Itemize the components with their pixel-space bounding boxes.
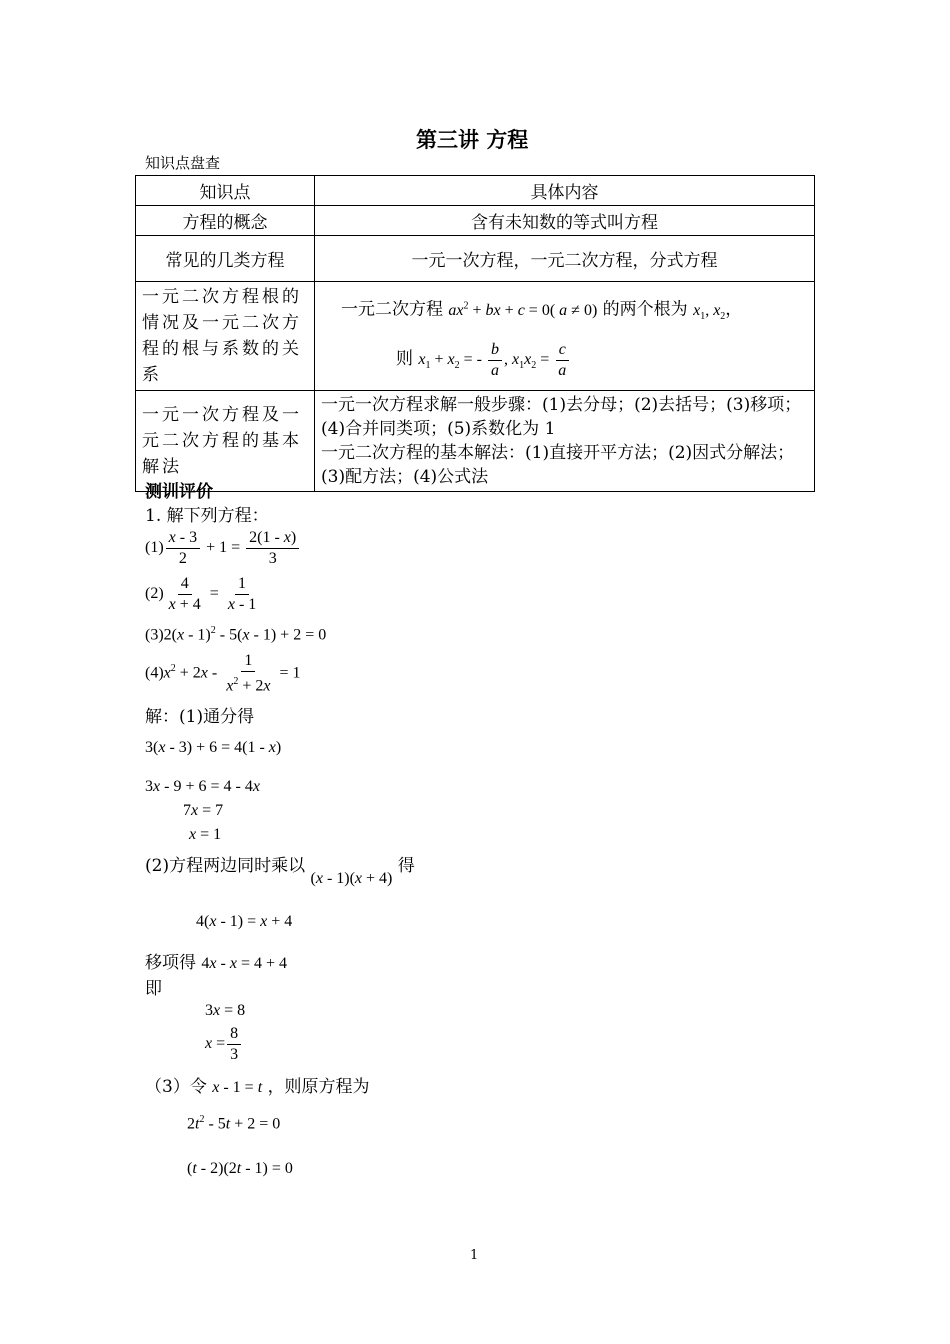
question-1: 1. 解下列方程： [145,506,269,526]
solution-step: (t - 2)(2t - 1) = 0 [187,1160,293,1177]
math-expression: (x - 1)(x + 4) [310,870,393,887]
table-row [136,236,815,282]
solution-step: 3(x - 3) + 6 = 4(1 - x) [145,739,282,756]
table-cell: 方程的概念 [136,206,315,236]
page-number: 1 [470,1248,479,1263]
table-cell: 常见的几类方程 [136,236,315,282]
solution-step: 3x - 9 + 6 = 4 - 4x [145,778,260,795]
solution-step: 4(x - 1) = x + 4 [196,913,293,930]
solution-step: 7x = 7 [183,802,224,819]
equation-1: (1) $\frac{x - 3}{2}$ + 1 = $\frac{2(1 - x)}{3}$ [145,528,301,569]
header-cell: 具体内容 [315,176,815,206]
text-paragraph: 一元二次方程的基本解法：(1)直接开平方法；(2)因式分解法；(3)配方法；(4)公式法 [321,443,795,487]
table-row [136,282,815,391]
solution-intro: 解：(1)通分得 [145,707,255,727]
math-expression: $x_1 + x_2$ = - $\frac{b}{a}$ , $x_1x_2$ = $\frac{c}{a}$ [418,351,571,368]
equation-3: (3)2(x - 1)$^2$ - 5(x - 1) + 2 = 0 [145,625,327,644]
solution-step: x = 1 [189,826,222,843]
knowledge-table [135,175,815,492]
table-cell: 含有未知数的等式叫方程 [315,206,815,236]
table-cell: 一元二次方程 $ax^2$ + bx + c = 0( a ≠ 0) 的两个根为 $x_1$, $x_2$， 则 $x_1 + x_2$ = - $\frac{b}{a}$ , $x_1x_2$ = $\frac{c}{a}$ [315,282,815,391]
equation-4: $(4)x^2 + 2x$ - $\frac{1}{x^2 + 2x}$ = 1 [145,652,301,695]
math-expression: $ax^2$ + bx + c = 0( a ≠ 0) [448,300,598,319]
move-step [145,948,287,973]
text-span: 的两个根为 [602,299,688,320]
header-cell: 知识点 [136,176,315,206]
text-paragraph: 一元一次方程求解一般步骤：(1)去分母；(2)去括号；(3)移项；(4)合并同类项；(5)系数化为 1 [321,395,802,439]
ji-label: 即 [145,979,162,999]
table-cell [315,391,815,492]
table-cell: 一元二次方程根的情况及一元二次方程的根与系数的关系 [136,282,315,391]
math-expression: $x_1$, $x_2$ [693,301,726,322]
table-cell: 一元一次方程，一元二次方程，分式方程 [315,236,815,282]
equation-2: (2) $\frac{4}{x + 4}$ = $\frac{1}{x - 1}$ [145,575,257,613]
text-span: 一元二次方程 [341,299,443,320]
table-row [136,206,815,236]
math-expression: x - 1 = t [212,1079,263,1096]
text-span: ，则原方程为 [267,1077,370,1097]
solution-step: 3x = 8 [205,1002,246,1019]
text-span: (2)方程两边同时乘以 [145,856,306,876]
table-header-row [136,176,815,206]
subtitle: 知识点盘查 [145,154,221,172]
table-row [136,391,815,492]
text-span: （3）令 [145,1077,207,1097]
text-span: 移项得 [145,953,196,973]
text-span: 则 [396,348,413,369]
solution-step: $2t^2 - 5t + 2 = 0$ [187,1114,281,1133]
solution-step: x = $\frac{8}{3}$ [205,1024,243,1065]
step2-intro [145,851,415,887]
step3-intro [145,1072,370,1097]
table-cell: 一元一次方程及一元二次方程的基本解法 [136,391,315,492]
text-span: 得 [397,856,415,876]
page-title: 第三讲 方程 [416,128,529,152]
section-heading: 测训评价 [145,482,213,502]
math-expression: 4x - x = 4 + 4 [201,955,287,972]
